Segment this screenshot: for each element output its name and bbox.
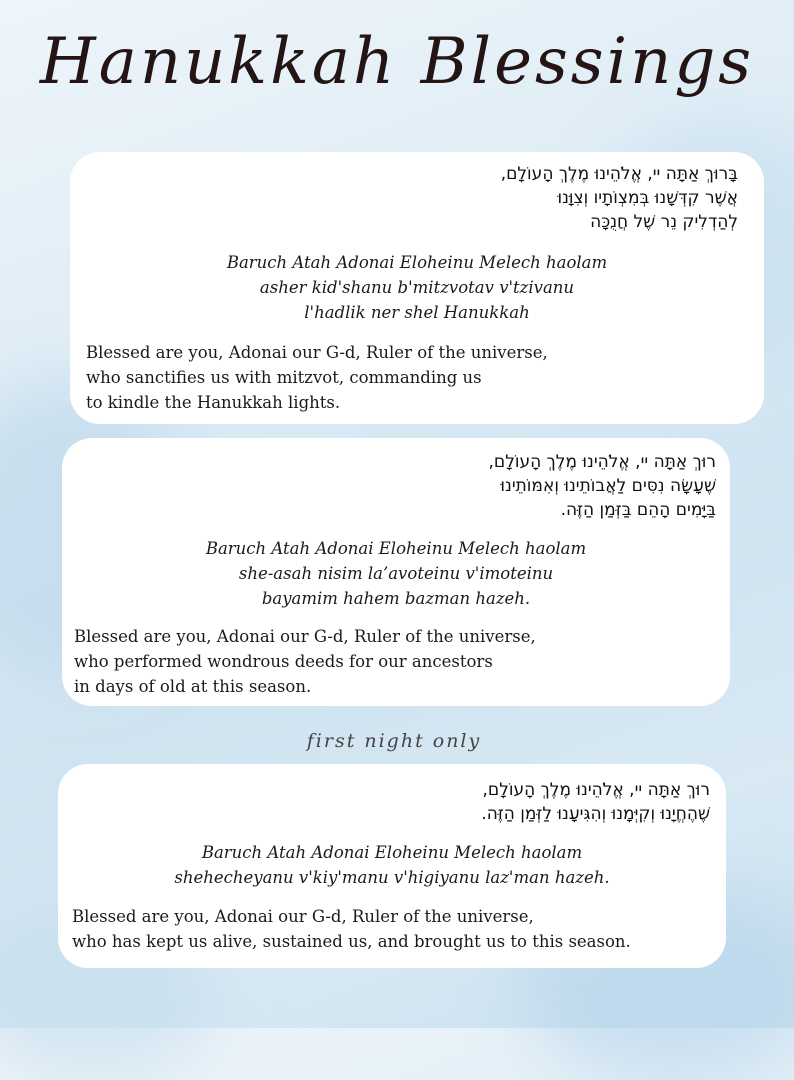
hebrew-line: בַּיָּמִים הָהֵם בַּזְּמַן הַזֶּה. xyxy=(560,500,716,520)
first-night-label: first night only xyxy=(306,730,482,752)
transliteration xyxy=(70,250,764,325)
hebrew-line: שֶׁעָשָׂה נִסִּים לַאֲבוֹתֵינוּ וְאִמּוֹתֵינוּ xyxy=(500,476,716,496)
transliteration xyxy=(58,840,726,890)
english-line: who performed wondrous deeds for our ancestors xyxy=(74,652,493,671)
blessing-card-candles xyxy=(70,152,764,424)
hebrew-line: לְהַדְלִיק נֵר שֶׁל חֲנֻכָּה xyxy=(590,212,738,232)
transliteration-line: Baruch Atah Adonai Eloheinu Melech haolam xyxy=(226,253,608,272)
english-line: Blessed are you, Adonai our G-d, Ruler of the universe, xyxy=(72,907,534,926)
english-line: Blessed are you, Adonai our G-d, Ruler of the universe, xyxy=(86,343,548,362)
english-translation xyxy=(86,340,548,415)
hebrew-text xyxy=(481,778,710,826)
english-line: who sanctifies us with mitzvot, commanding us xyxy=(86,368,482,387)
english-line: who has kept us alive, sustained us, and brought us to this season. xyxy=(72,932,631,951)
transliteration-line: shehecheyanu v'kiy'manu v'higiyanu laz'man hazeh. xyxy=(174,868,610,887)
hebrew-line: בָּרוּךְ אַתָּה יי, אֱלֹהֵינוּ מֶלֶךְ הָעוֹלָם, xyxy=(500,164,738,184)
transliteration-line: bayamim hahem bazman hazeh. xyxy=(261,589,531,608)
transliteration xyxy=(62,536,730,611)
transliteration-line: l'hadlik ner shel Hanukkah xyxy=(304,303,530,322)
transliteration-line: she-asah nisim la’avoteinu v'imoteinu xyxy=(238,564,554,583)
hebrew-text xyxy=(501,162,738,234)
blessing-card-miracles xyxy=(62,438,730,706)
transliteration-line: Baruch Atah Adonai Eloheinu Melech haolam xyxy=(205,539,587,558)
english-translation xyxy=(72,904,631,954)
hebrew-line: אֲשֶׁר קִדְּשָׁנוּ בְּמִצְוֹתָיו וְצִוָּנוּ xyxy=(557,188,738,208)
english-translation xyxy=(74,624,536,699)
blessing-card-shehecheyanu xyxy=(58,764,726,968)
transliteration-line: Baruch Atah Adonai Eloheinu Melech haolam xyxy=(201,843,583,862)
page-title: Hanukkah Blessings xyxy=(39,25,755,99)
hebrew-line: שֶׁהֶחֱיָנוּ וְקִיְּמָנוּ וְהִגִּיעָנוּ לַזְּמַן הַזֶּה. xyxy=(481,804,710,824)
english-line: to kindle the Hanukkah lights. xyxy=(86,393,341,412)
hebrew-text xyxy=(489,450,716,522)
hebrew-line: רוּךְ אַתָּה יי, אֱלֹהֵינוּ מֶלֶךְ הָעוֹלָם, xyxy=(488,452,716,472)
english-line: in days of old at this season. xyxy=(74,677,312,696)
transliteration-line: asher kid'shanu b'mitzvotav v'tzivanu xyxy=(259,278,575,297)
english-line: Blessed are you, Adonai our G-d, Ruler of the universe, xyxy=(74,627,536,646)
hebrew-line: רוּךְ אַתָּה יי, אֱלֹהֵינוּ מֶלֶךְ הָעוֹלָם, xyxy=(482,780,710,800)
